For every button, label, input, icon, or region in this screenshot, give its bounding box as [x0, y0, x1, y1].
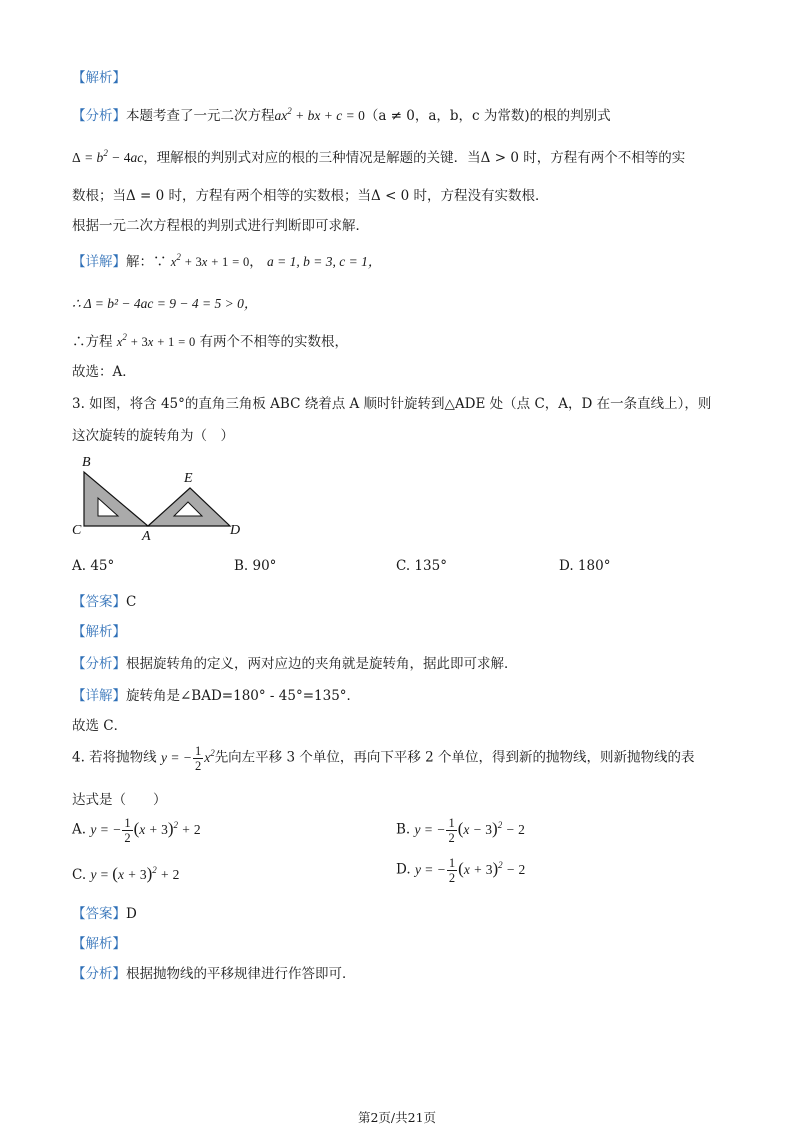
discriminant-formula: $\Delta = b^2 - 4ac$	[72, 148, 144, 165]
q2-therefore2: ∴方程 $x^2 + 3x + 1 = 0$ 有两个不相等的实数根，	[72, 332, 349, 350]
q3-stem-line1: 3. 如图，将含 45°的直角三角板 ABC 绕着点 A 顺时针旋转到△ADE 处（点 C，A，D 在一条直线上），则	[72, 396, 712, 412]
q4-fenxi: 【分析】根据抛物线的平移规律进行作答即可．	[72, 966, 356, 982]
q4-option-b: B. y = − $\frac{1}{2}$ $(x - 3)^2 - 2$	[396, 816, 525, 845]
label-b: B	[82, 455, 91, 470]
equation-instance: $x^2 + 3x + 1 = 0$	[170, 252, 250, 269]
q3-jiexi: 【解析】	[72, 624, 126, 640]
label-c: C	[72, 523, 82, 538]
q2-fenxi-line2: $\Delta = b^2 - 4ac$，理解根的判别式对应的根的三种情况是解题的关键．当Δ > 0 时，方程有两个不相等的实	[72, 148, 686, 166]
fenxi-tag: 【分析】	[72, 108, 126, 124]
q3-xiangjie: 【详解】旋转角是∠BAD=180° - 45°=135°．	[72, 688, 361, 704]
q3-fenxi: 【分析】根据旋转角的定义，两对应边的夹角就是旋转角，据此即可求解．	[72, 656, 518, 672]
label-e: E	[184, 471, 193, 486]
triangle-abc	[84, 472, 148, 526]
q4-jiexi: 【解析】	[72, 936, 126, 952]
q2-xiangjie: 【详解】解：∵ $x^2 + 3x + 1 = 0$， a = 1, b = 3, c = 1，	[72, 252, 382, 270]
rotation-figure	[70, 450, 260, 545]
q3-stem-line2: 这次旋转的旋转角为（ ）	[72, 428, 234, 444]
q3-option-d: D. 180°	[559, 558, 611, 574]
q3-answer: 故选 C．	[72, 718, 128, 734]
q3-option-b: B. 90°	[234, 558, 277, 574]
q4-option-a: A. y = − $\frac{1}{2}$ $(x + 3)^2 + 2$	[72, 816, 201, 845]
q4-option-d: D. y = − $\frac{1}{2}$ $(x + 3)^2 - 2$	[396, 856, 526, 885]
q2-answer: 故选：A．	[72, 364, 136, 380]
label-a: A	[142, 529, 151, 544]
q4-daan: 【答案】D	[72, 906, 137, 922]
label-d: D	[230, 523, 241, 538]
q2-jiexi-tag: 【解析】	[72, 70, 126, 86]
q2-therefore1: ∴ Δ = b² − 4ac = 9 − 4 = 5 > 0，	[72, 296, 258, 311]
q2-fenxi-line3: 数根；当Δ = 0 时，方程有两个相等的实数根；当Δ < 0 时，方程没有实数根．	[72, 188, 549, 204]
q2-fenxi-line1: 【分析】本题考查了一元二次方程$ax^2$ + bx + c = 0（a ≠ 0，a，b，c 为常数)的根的判别式	[72, 106, 611, 124]
page-number: 第2页/共21页	[357, 1110, 437, 1125]
q4-option-c: C. $y = (x + 3)^2 + 2$	[72, 864, 180, 883]
q4-stem-line2: 达式是（ ）	[72, 792, 167, 808]
q3-option-c: C. 135°	[396, 558, 447, 574]
q3-daan: 【答案】C	[72, 594, 137, 610]
q2-fenxi-line4: 根据一元二次方程根的判别式进行判断即可求解．	[72, 218, 369, 234]
q3-option-a: A. 45°	[72, 558, 115, 574]
q4-stem-line1: 4. 若将抛物线 y = − $\frac{1}{2}$ $x^2$先向左平移 3 个单位，再向下平移 2 个单位，得到新的抛物线，则新抛物线的表	[72, 744, 695, 773]
quadratic-equation: $ax^2$ + bx + c = 0	[274, 106, 365, 123]
original-parabola: y = − $\frac{1}{2}$ $x^2$	[160, 744, 215, 773]
